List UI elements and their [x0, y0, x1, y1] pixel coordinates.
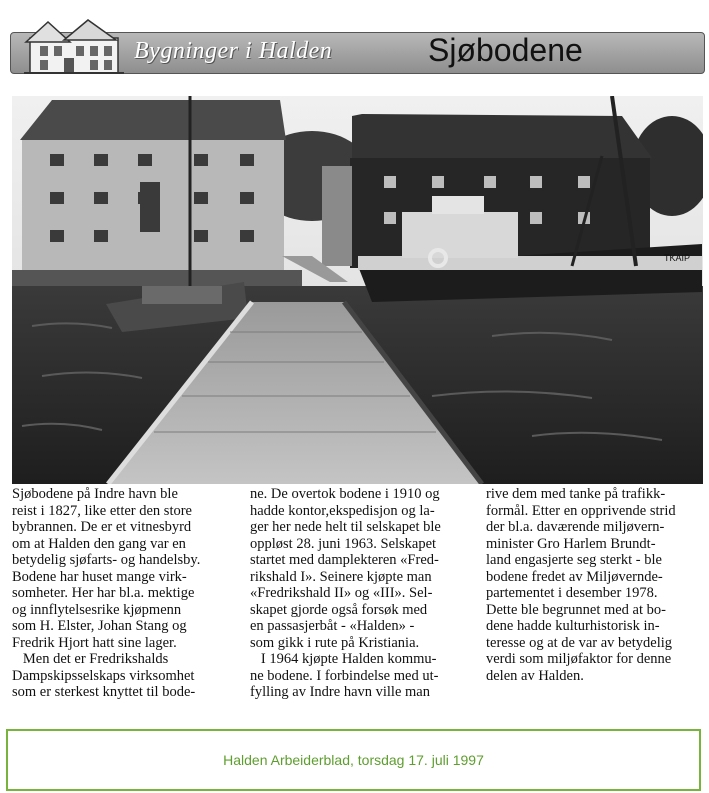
article-line: ger her nede helt til selskapet ble: [250, 519, 441, 535]
article-line: verdi som miljøfaktor for denne: [486, 651, 672, 667]
article-line: skapet gjorde også forsøk med: [250, 601, 428, 618]
article-line: der bl.a. daværende miljøvern-: [486, 519, 665, 535]
header-banner: [10, 30, 703, 74]
article-line: fylling av Indre havn ville man: [250, 684, 430, 700]
article-line: som er sterkest knyttet til bode-: [12, 684, 196, 700]
house-logo-icon: [24, 18, 124, 74]
article-line: delen av Halden.: [486, 667, 584, 684]
article-line: som H. Elster, Johan Stang og: [12, 618, 187, 634]
article-line: minister Gro Harlem Brundt-: [486, 535, 656, 552]
article-line: Dette ble begrunnet med at bo-: [486, 601, 666, 618]
article-line: ne. De overtok bodene i 1910 og: [250, 486, 440, 502]
article-line: bybrannen. De er et vitnesbyrd: [12, 519, 192, 535]
article-line: som gikk i rute på Kristiania.: [250, 634, 420, 651]
article-line: om at Halden den gang var en: [12, 535, 186, 552]
article-line: somheter. Her har bl.a. mektige: [12, 585, 195, 601]
article-line: Fredrik Hjort hatt sine lager.: [12, 634, 177, 651]
harbour-photo: [12, 96, 703, 484]
article-line: land engasjerte seg sterkt - ble: [486, 552, 662, 568]
article-column-3: [486, 486, 704, 684]
article-line: oppløst 28. juni 1963. Selskapet: [250, 535, 437, 552]
article-line: Bodene har huset mange virk-: [12, 568, 187, 585]
article-line: partementet i desember 1978.: [486, 585, 658, 601]
source-caption-box: [6, 729, 701, 791]
boat-name: TKAIP: [664, 253, 691, 263]
article-column-2: [250, 486, 482, 701]
article-title: Sjøbodene: [428, 32, 583, 68]
article-line: Men det er Fredrikshalds: [12, 651, 169, 667]
article-column-1: [12, 486, 240, 701]
article-line: bodene fredet av Miljøvernde-: [486, 568, 663, 585]
article-line: Dampskipsselskaps virksomhet: [12, 667, 195, 684]
source-caption: Halden Arbeiderblad, torsdag 17. juli 1997: [223, 752, 484, 768]
article-line: reist i 1827, like etter den store: [12, 502, 192, 519]
article-line: betydelig sjøfarts- og handelsby.: [12, 552, 201, 568]
article-line: startet med damplekteren «Fred-: [250, 552, 439, 568]
article-line: I 1964 kjøpte Halden kommu-: [250, 651, 437, 667]
article-line: dene hadde kulturhistorisk in-: [486, 618, 660, 634]
article-line: en passasjerbåt - «Halden» -: [250, 618, 415, 634]
article-line: teresse og at de var av betydelig: [486, 634, 673, 651]
article-line: hadde kontor,ekspedisjon og la-: [250, 502, 435, 519]
article-line: rikshald I». Seinere kjøpte man: [250, 568, 432, 585]
article-line: «Fredrikshald II» og «III». Sel-: [250, 585, 433, 601]
article-line: formål. Etter en opprivende strid: [486, 502, 676, 519]
article-line: ne bodene. I forbindelse med ut-: [250, 667, 439, 684]
series-title: Bygninger i Halden: [134, 38, 333, 64]
article-line: og innflytelsesrike kjøpmenn: [12, 601, 182, 618]
article-line: Sjøbodene på Indre havn ble: [12, 486, 178, 502]
article-line: rive dem med tanke på trafikk-: [486, 486, 666, 502]
